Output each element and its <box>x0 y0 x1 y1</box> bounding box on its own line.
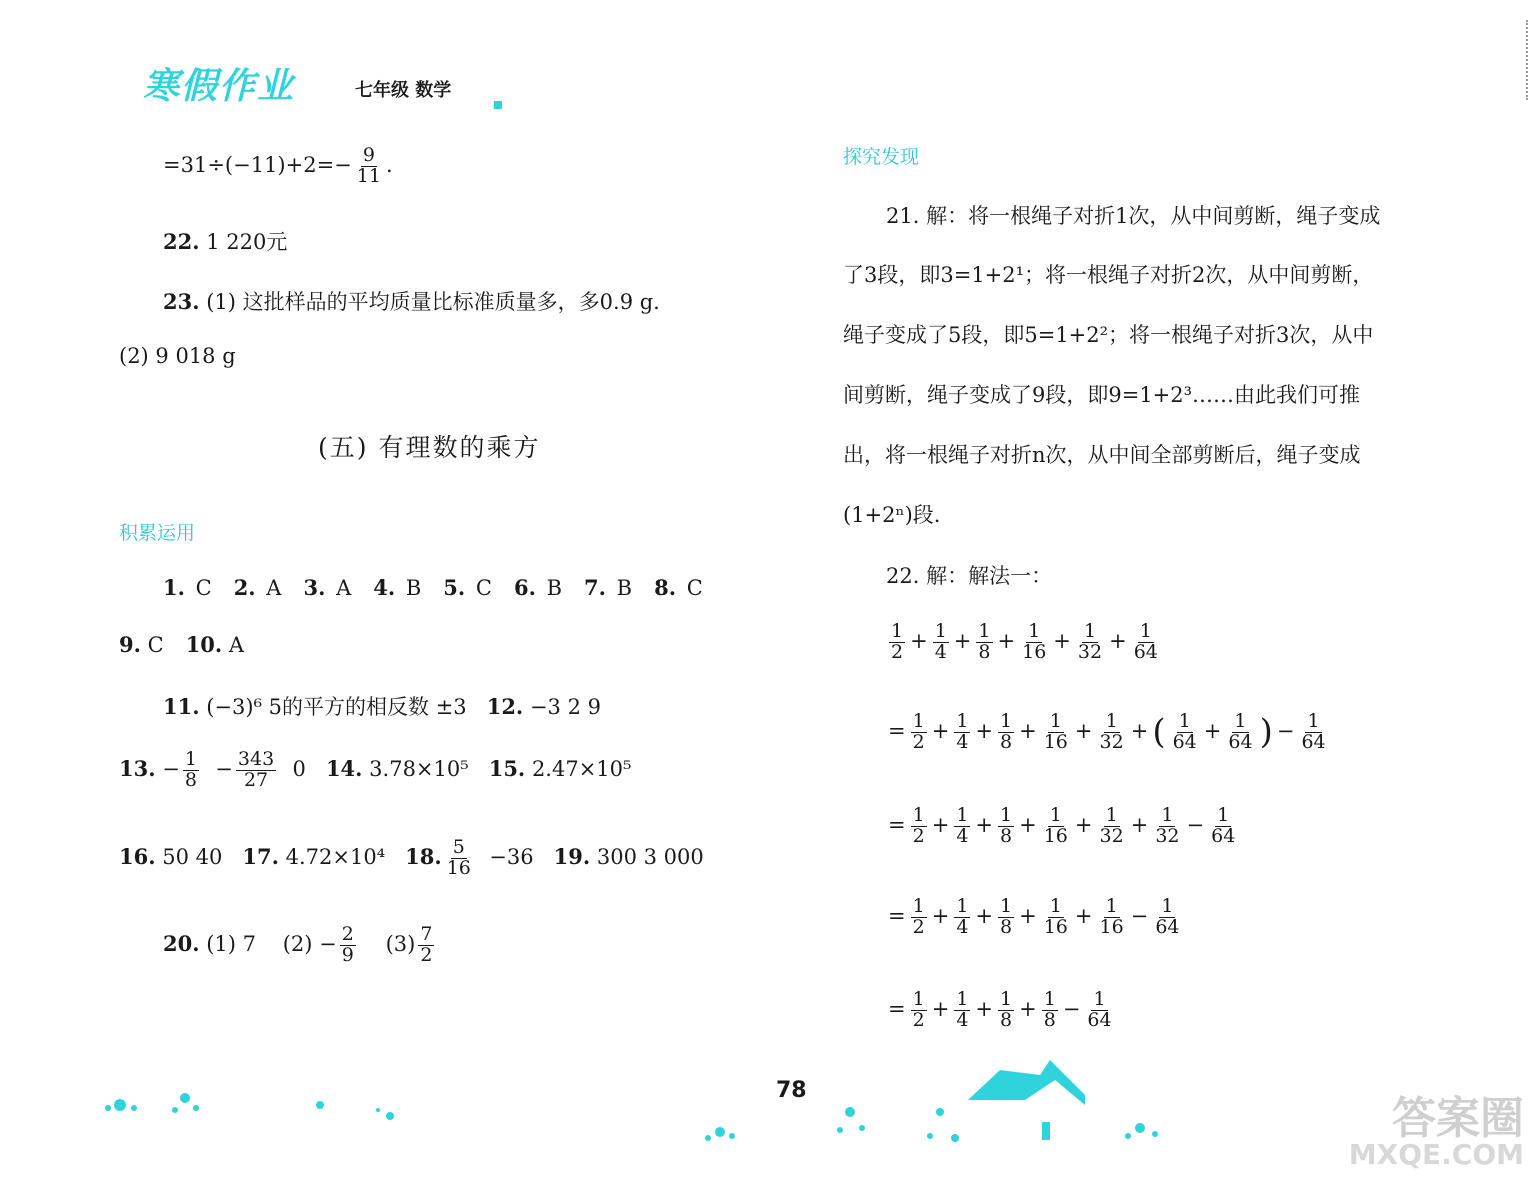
operator: + <box>975 812 994 837</box>
answer-21-line3: 绳子变成了5段，即5=1+2²；将一根绳子对折3次，从中 <box>843 323 1374 347</box>
fraction: $\frac{1}{32}$ <box>1099 804 1124 847</box>
operator: + <box>975 903 994 928</box>
mc-answer: 3. A <box>303 575 352 600</box>
fraction: $\frac{1}{4}$ <box>956 804 969 847</box>
answer-21-line2: 了3段，即3=1+2¹；将一根绳子对折2次，从中间剪断， <box>843 263 1374 287</box>
continued-equation: =31÷(−11)+2=− $\frac{9}{11}$ . <box>163 144 393 187</box>
mc-answer: 6. B <box>513 575 563 600</box>
snowflake-decoration-icon <box>837 1107 865 1133</box>
operator: ) <box>1259 712 1273 753</box>
operator: + <box>997 628 1016 653</box>
fraction: $\frac{1}{4}$ <box>934 620 947 663</box>
operator: + <box>1019 812 1037 837</box>
operator: + <box>1203 718 1222 743</box>
equation-line-2 <box>886 712 1331 753</box>
page-edge-mark <box>1520 20 1528 100</box>
operator: + <box>1074 812 1093 837</box>
operator: + <box>1130 718 1149 743</box>
operator: + <box>1053 628 1071 653</box>
snowflake-decoration-icon <box>105 1099 137 1111</box>
operator: + <box>1074 903 1093 928</box>
fraction: $\frac{1}{32}$ <box>1077 620 1103 663</box>
decorative-dot <box>494 101 502 109</box>
answer-16-19: 16. 50 40 17. 4.72×10⁴ 18. $\frac{5}{16}$ −36 19. 300 3 000 <box>119 836 704 879</box>
fraction: $\frac{1}{16}$ <box>1043 710 1068 753</box>
mc-answer: 1. C <box>163 575 212 600</box>
fraction: $\frac{1}{8}$ <box>1000 710 1013 753</box>
fraction: $\frac{1}{8}$ <box>978 620 991 663</box>
fraction: $\frac{1}{32}$ <box>1099 710 1124 753</box>
snowflake-decoration-icon <box>172 1093 199 1113</box>
fraction: $\frac{1}{64}$ <box>1087 988 1112 1031</box>
answer-23-part1: 23. (1) 这批样品的平均质量比标准质量多，多0.9 g. <box>163 289 660 314</box>
fraction: $\frac{1}{2}$ <box>912 804 925 847</box>
operator: − <box>1276 718 1295 743</box>
answer-21-line5: 出，将一根绳子对折n次，从中间全部剪断后，绳子变成 <box>843 443 1361 467</box>
mc-answer: 9. C <box>119 632 164 657</box>
fraction: $\frac{1}{2}$ <box>912 895 925 938</box>
workbook-brand-title: 寒假作业 <box>143 66 296 107</box>
fraction: $\frac{1}{64}$ <box>1301 710 1326 753</box>
answer-13-15: 13. − $\frac{1}{8}$ − $\frac{343}{27}$ 0 14. 3.78×10⁵ 15. 2.47×10⁵ <box>119 748 632 791</box>
answer-11-12: 11. (−3)⁶ 5的平方的相反数 ±3 12. −3 2 9 <box>163 694 601 719</box>
fraction: $\frac{1}{4}$ <box>956 988 969 1031</box>
answer-22-intro: 22. 解：解法一： <box>886 564 1053 588</box>
snowflake-decoration-icon <box>705 1127 735 1141</box>
operator: + <box>910 628 928 653</box>
fraction: $\frac{1}{4}$ <box>956 710 969 753</box>
grade-subject-label: 七年级 数学 <box>355 80 452 101</box>
fraction: $\frac{1}{8}$ <box>1000 895 1013 938</box>
footer-decoration <box>0 1050 1536 1181</box>
operator: + <box>1109 628 1127 653</box>
fraction: $\frac{1}{16}$ <box>1043 804 1068 847</box>
mc-answer: 7. B <box>584 575 633 600</box>
fraction: $\frac{1}{8}$ <box>1043 988 1056 1031</box>
operator: = <box>888 996 906 1021</box>
mc-answer: 4. B <box>373 575 422 600</box>
operator: + <box>1019 718 1037 743</box>
fraction: $\frac{1}{2}$ <box>891 620 904 663</box>
answer-20: 20. (1) 7 (2) − $\frac{2}{9}$ (3) $\frac{7}{2}$ <box>163 923 433 966</box>
watermark: 答案圈 MXQE.COM <box>1348 1093 1524 1171</box>
section-label-right: 探究发现 <box>843 146 920 168</box>
fraction: $\frac{1}{16}$ <box>1043 895 1068 938</box>
operator: ( <box>1152 712 1166 753</box>
operator: − <box>1130 903 1149 928</box>
answer-21-line6: (1+2ⁿ)段. <box>843 503 941 527</box>
fraction: $\frac{1}{64}$ <box>1228 710 1253 753</box>
operator: + <box>931 903 950 928</box>
operator: + <box>1130 812 1149 837</box>
section-label-left: 积累运用 <box>119 522 196 544</box>
fraction: $\frac{1}{2}$ <box>912 988 925 1031</box>
mc-answers-row2 <box>119 632 266 657</box>
house-roof-icon <box>968 1060 1085 1105</box>
operator: = <box>888 812 906 837</box>
mc-answers-row1 <box>163 575 725 600</box>
answer-21-line4: 间剪断，绳子变成了9段，即9=1+2³……由此我们可推 <box>843 383 1361 407</box>
mc-answer: 10. A <box>185 632 245 657</box>
fraction: $\frac{1}{64}$ <box>1211 804 1236 847</box>
operator: = <box>888 903 906 928</box>
snowflake-decoration-icon <box>927 1108 959 1142</box>
fraction: $\frac{1}{16}$ <box>1022 620 1047 663</box>
fraction: $\frac{9}{11}$ <box>356 144 381 187</box>
fraction: $\frac{1}{32}$ <box>1155 804 1180 847</box>
equation-line-3 <box>886 806 1240 847</box>
mc-answer: 5. C <box>443 575 492 600</box>
operator: + <box>931 996 950 1021</box>
operator: − <box>1062 996 1081 1021</box>
equation-line-1 <box>886 622 1163 663</box>
operator: = <box>888 718 906 743</box>
fraction: $\frac{1}{8}$ <box>1000 804 1013 847</box>
page-number: 78 <box>776 1078 807 1103</box>
operator: + <box>975 718 994 743</box>
operator: + <box>931 812 950 837</box>
house-door-icon <box>1042 1122 1050 1140</box>
operator: + <box>931 718 950 743</box>
fraction: $\frac{1}{8}$ <box>1000 988 1013 1031</box>
fraction: $\frac{1}{64}$ <box>1172 710 1197 753</box>
operator: − <box>1186 812 1205 837</box>
equation-line-5 <box>886 990 1117 1031</box>
mc-answer: 2. A <box>233 575 282 600</box>
answer-22: 22. 1 220元 <box>163 229 288 254</box>
section-heading: (五) 有理数的乘方 <box>318 433 541 462</box>
operator: + <box>1019 903 1037 928</box>
equation-line-4 <box>886 897 1185 938</box>
answer-21-line1: 21. 解：将一根绳子对折1次，从中间剪断，绳子变成 <box>886 204 1381 228</box>
answer-23-part2: (2) 9 018 g <box>119 344 236 368</box>
snowflake-decoration-icon <box>1125 1123 1158 1139</box>
operator: + <box>975 996 994 1021</box>
operator: + <box>1019 996 1037 1021</box>
fraction: $\frac{1}{64}$ <box>1133 620 1158 663</box>
operator: + <box>1074 718 1093 743</box>
snowflake-decoration-icon <box>316 1101 394 1120</box>
fraction: $\frac{1}{16}$ <box>1099 895 1124 938</box>
fraction: $\frac{1}{4}$ <box>956 895 969 938</box>
fraction: $\frac{1}{2}$ <box>912 710 925 753</box>
mc-answer: 8. C <box>654 575 703 600</box>
fraction: $\frac{1}{64}$ <box>1155 895 1180 938</box>
operator: + <box>953 628 972 653</box>
